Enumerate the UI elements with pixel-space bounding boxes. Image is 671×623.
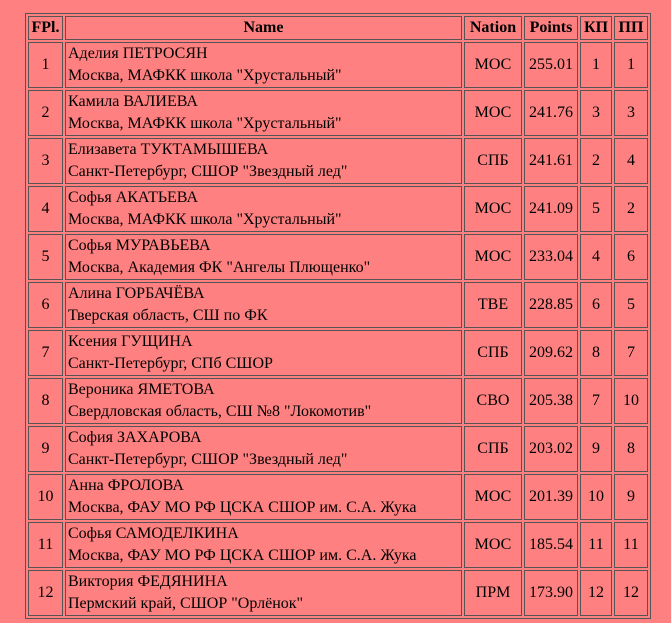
- place-cell: 7: [28, 330, 63, 376]
- skater-name: Вероника ЯМЕТОВА: [68, 381, 215, 398]
- table-row: [28, 186, 648, 232]
- table-row: [28, 330, 648, 376]
- skater-club: Москва, МАФКК школа "Хрустальный": [68, 115, 342, 132]
- table-row: [28, 42, 648, 88]
- nation-cell: СПБ: [464, 426, 522, 472]
- skater-club: Свердловская область, СШ №8 "Локомотив": [68, 403, 372, 420]
- nation-cell: МОС: [464, 42, 522, 88]
- skater-club: Санкт-Петербург, СШОР "Звездный лед": [68, 451, 348, 468]
- kp-cell: 2: [580, 138, 612, 184]
- table-header-row: [28, 16, 648, 40]
- place-cell: 1: [28, 42, 63, 88]
- kp-cell: 4: [580, 234, 612, 280]
- place-cell: 10: [28, 474, 63, 520]
- nation-cell: МОС: [464, 186, 522, 232]
- table-row: [28, 522, 648, 568]
- table-row: [28, 138, 648, 184]
- kp-cell: 11: [580, 522, 612, 568]
- points-cell: 209.62: [524, 330, 578, 376]
- nation-cell: МОС: [464, 522, 522, 568]
- skater-cell: [65, 186, 462, 232]
- skater-name: Елизавета ТУКТАМЫШЕВА: [68, 141, 269, 158]
- skater-name: Виктория ФЕДЯНИНА: [68, 573, 228, 590]
- pp-cell: 1: [614, 42, 648, 88]
- skater-name: Ксения ГУЩИНА: [68, 333, 193, 350]
- table-row: [28, 426, 648, 472]
- table-row: [28, 234, 648, 280]
- place-cell: 9: [28, 426, 63, 472]
- header-points: Points: [524, 16, 578, 40]
- pp-cell: 12: [614, 570, 648, 616]
- nation-cell: СВО: [464, 378, 522, 424]
- table-body: [28, 42, 648, 616]
- points-cell: 201.39: [524, 474, 578, 520]
- header-place: FPl.: [28, 16, 63, 40]
- points-cell: 205.38: [524, 378, 578, 424]
- skater-cell: [65, 330, 462, 376]
- pp-cell: 10: [614, 378, 648, 424]
- nation-cell: МОС: [464, 474, 522, 520]
- skater-cell: [65, 378, 462, 424]
- header-kp: КП: [580, 16, 612, 40]
- results-table: [25, 13, 651, 619]
- skater-club: Санкт-Петербург, СПб СШОР: [68, 355, 273, 372]
- place-cell: 4: [28, 186, 63, 232]
- points-cell: 233.04: [524, 234, 578, 280]
- nation-cell: СПБ: [464, 138, 522, 184]
- kp-cell: 8: [580, 330, 612, 376]
- skater-club: Москва, ФАУ МО РФ ЦСКА СШОР им. С.А. Жука: [68, 499, 417, 516]
- place-cell: 2: [28, 90, 63, 136]
- kp-cell: 7: [580, 378, 612, 424]
- skater-name: Софья МУРАВЬЕВА: [68, 237, 211, 254]
- skater-cell: [65, 426, 462, 472]
- pp-cell: 7: [614, 330, 648, 376]
- kp-cell: 9: [580, 426, 612, 472]
- points-cell: 203.02: [524, 426, 578, 472]
- pp-cell: 8: [614, 426, 648, 472]
- pp-cell: 4: [614, 138, 648, 184]
- points-cell: 241.61: [524, 138, 578, 184]
- header-name: Name: [65, 16, 462, 40]
- place-cell: 5: [28, 234, 63, 280]
- nation-cell: МОС: [464, 90, 522, 136]
- header-pp: ПП: [614, 16, 648, 40]
- skater-cell: [65, 234, 462, 280]
- pp-cell: 11: [614, 522, 648, 568]
- skater-name: София ЗАХАРОВА: [68, 429, 202, 446]
- pp-cell: 9: [614, 474, 648, 520]
- points-cell: 173.90: [524, 570, 578, 616]
- header-nation: Nation: [464, 16, 522, 40]
- points-cell: 185.54: [524, 522, 578, 568]
- skater-name: Софья САМОДЕЛКИНА: [68, 525, 239, 542]
- skater-cell: [65, 138, 462, 184]
- skater-cell: [65, 474, 462, 520]
- kp-cell: 1: [580, 42, 612, 88]
- place-cell: 8: [28, 378, 63, 424]
- kp-cell: 12: [580, 570, 612, 616]
- place-cell: 6: [28, 282, 63, 328]
- skater-name: Камила ВАЛИЕВА: [68, 93, 198, 110]
- skater-cell: [65, 42, 462, 88]
- points-cell: 241.76: [524, 90, 578, 136]
- table-row: [28, 474, 648, 520]
- kp-cell: 5: [580, 186, 612, 232]
- skater-name: Софья АКАТЬЕВА: [68, 189, 199, 206]
- skater-club: Москва, Академия ФК "Ангелы Плющенко": [68, 259, 371, 276]
- nation-cell: ТВЕ: [464, 282, 522, 328]
- table-row: [28, 570, 648, 616]
- skater-cell: [65, 570, 462, 616]
- skater-cell: [65, 90, 462, 136]
- points-cell: 228.85: [524, 282, 578, 328]
- table-row: [28, 378, 648, 424]
- skater-name: Анна ФРОЛОВА: [68, 477, 184, 494]
- skater-club: Москва, МАФКК школа "Хрустальный": [68, 67, 342, 84]
- skater-name: Аделия ПЕТРОСЯН: [68, 45, 208, 62]
- skater-club: Пермский край, СШОР "Орлёнок": [68, 595, 304, 612]
- points-cell: 241.09: [524, 186, 578, 232]
- kp-cell: 10: [580, 474, 612, 520]
- skater-cell: [65, 282, 462, 328]
- pp-cell: 5: [614, 282, 648, 328]
- kp-cell: 6: [580, 282, 612, 328]
- pp-cell: 2: [614, 186, 648, 232]
- table-row: [28, 90, 648, 136]
- skater-club: Москва, МАФКК школа "Хрустальный": [68, 211, 342, 228]
- place-cell: 11: [28, 522, 63, 568]
- place-cell: 12: [28, 570, 63, 616]
- skater-name: Алина ГОРБАЧЁВА: [68, 285, 205, 302]
- place-cell: 3: [28, 138, 63, 184]
- nation-cell: МОС: [464, 234, 522, 280]
- skater-club: Санкт-Петербург, СШОР "Звездный лед": [68, 163, 348, 180]
- nation-cell: СПБ: [464, 330, 522, 376]
- pp-cell: 3: [614, 90, 648, 136]
- skater-club: Тверская область, СШ по ФК: [68, 307, 268, 324]
- table-row: [28, 282, 648, 328]
- nation-cell: ПРМ: [464, 570, 522, 616]
- kp-cell: 3: [580, 90, 612, 136]
- points-cell: 255.01: [524, 42, 578, 88]
- pp-cell: 6: [614, 234, 648, 280]
- skater-cell: [65, 522, 462, 568]
- skater-club: Москва, ФАУ МО РФ ЦСКА СШОР им. С.А. Жука: [68, 547, 417, 564]
